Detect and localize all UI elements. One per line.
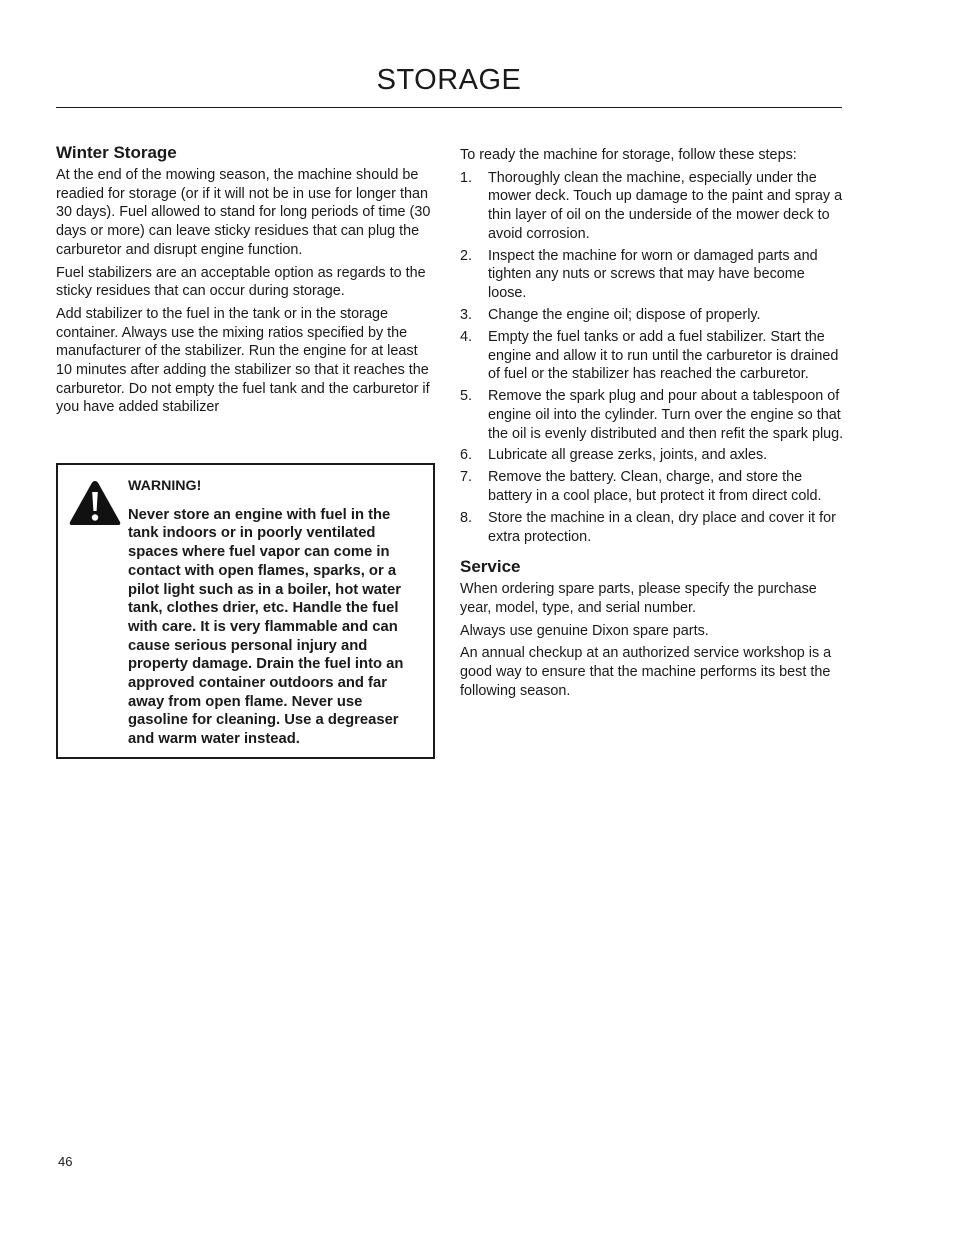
step-number: 7.	[460, 469, 473, 486]
warning-triangle-icon	[68, 479, 122, 527]
storage-steps-list	[460, 169, 844, 547]
list-item	[460, 247, 844, 303]
list-item	[460, 328, 844, 384]
service-heading: Service	[460, 557, 521, 577]
step-text: Remove the spark plug and pour about a tablespoon of engine oil into the cylinder. Turn over the engine so that the oil is evenly distributed and then refit the spark plug.	[488, 388, 844, 442]
warning-body: Never store an engine with fuel in the tank indoors or in poorly ventilated spaces where fuel vapor can come in contact with open flames, sparks, or a pilot light such as in a boiler, hot water tank, clothes drier, etc. Handle the fuel with care. It is very flammable and can cause serious personal injury and property damage. Drain the fuel into an approved container outdoors and far away from open flame. Never use gasoline for cleaning. Use a degreaser and warm water instead.	[128, 506, 404, 748]
step-text: Lubricate all grease zerks, joints, and axles.	[488, 447, 768, 464]
step-number: 3.	[460, 307, 473, 323]
warning-text	[128, 477, 420, 749]
service-paragraph: When ordering spare parts, please specify the purchase year, model, type, and serial number.	[460, 581, 817, 617]
warning-box	[56, 463, 435, 759]
title-divider	[56, 107, 842, 108]
left-column	[56, 142, 436, 421]
winter-storage-heading: Winter Storage	[56, 143, 177, 162]
list-item	[460, 509, 844, 546]
winter-storage-paragraph: Fuel stabilizers are an acceptable option as regards to the sticky residues that can occur during storage.	[56, 264, 426, 300]
service-paragraph: An annual checkup at an authorized service workshop is a good way to ensure that the machine performs its best the following season.	[460, 645, 832, 699]
step-number: 8.	[460, 509, 473, 526]
step-text: Change the engine oil; dispose of properly.	[488, 307, 761, 323]
page-title: STORAGE	[376, 64, 522, 96]
list-item	[460, 446, 844, 465]
winter-storage-paragraph: At the end of the mowing season, the machine should be readied for storage (or if it will not be in use for longer than 30 days). Fuel allowed to stand for long periods of time (30 days or more) can leave sticky residues that can plug the carburetor and disrupt engine function.	[56, 167, 431, 258]
step-text: Empty the fuel tanks or add a fuel stabilizer. Start the engine and allow it to run until the carburetor is drained of fuel or the stabilizer has reached the carburetor.	[488, 328, 839, 383]
step-text: Store the machine in a clean, dry place and cover it for extra protection.	[488, 509, 836, 545]
steps-intro: To ready the machine for storage, follow these steps:	[460, 147, 797, 163]
step-number: 2.	[460, 247, 473, 264]
step-number: 1.	[460, 169, 473, 186]
page-number: 46	[58, 1154, 73, 1169]
step-number: 6.	[460, 447, 473, 464]
list-item	[460, 468, 844, 505]
step-number: 4.	[460, 328, 473, 345]
right-column	[460, 146, 844, 705]
step-text: Thoroughly clean the machine, especially under the mower deck. Touch up damage to the paint and spray a thin layer of oil on the underside of the mower deck to avoid corrosion.	[488, 169, 843, 242]
step-text: Inspect the machine for worn or damaged parts and tighten any nuts or screws that may have become loose.	[488, 247, 818, 302]
step-text: Remove the battery. Clean, charge, and store the battery in a cool place, but protect it from direct cold.	[488, 469, 822, 505]
list-item	[460, 387, 844, 443]
winter-storage-paragraph: Add stabilizer to the fuel in the tank or in the storage container. Always use the mixing ratios specified by the manufacturer of the stabilizer. Run the engine for at least 10 minutes after adding the stabilizer so that it reaches the carburetor. Do not empty the fuel tank and the carburetor if you have added stabilizer	[56, 305, 430, 416]
list-item	[460, 306, 844, 325]
step-number: 5.	[460, 388, 473, 405]
list-item	[460, 169, 844, 244]
service-paragraph: Always use genuine Dixon spare parts.	[460, 622, 709, 639]
warning-heading: WARNING!	[128, 478, 202, 494]
